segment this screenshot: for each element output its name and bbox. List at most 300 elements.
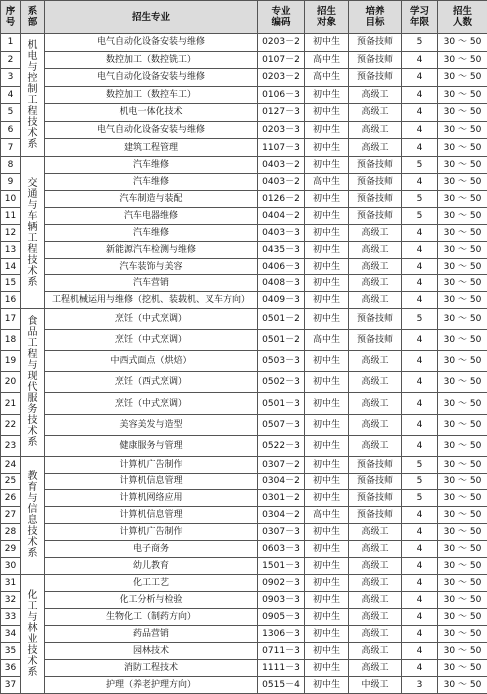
cell-target: 初中生 xyxy=(305,86,349,104)
cell-goal: 高级工 xyxy=(349,659,402,676)
cell-seq: 30 xyxy=(1,558,21,575)
table-row xyxy=(1,275,487,292)
cell-code: 0403－2 xyxy=(258,173,305,190)
cell-seq: 36 xyxy=(1,659,21,676)
cell-major: 计算机信息管理 xyxy=(45,507,258,524)
cell-major: 幼儿教育 xyxy=(45,558,258,575)
cell-years: 4 xyxy=(402,575,438,592)
cell-seq: 17 xyxy=(1,309,21,330)
cell-target: 初中生 xyxy=(305,414,349,435)
table-row xyxy=(1,676,487,693)
cell-goal: 高级工 xyxy=(349,351,402,372)
cell-quota: 30 ～ 50 xyxy=(438,104,487,122)
cell-target: 初中生 xyxy=(305,558,349,575)
table-row xyxy=(1,473,487,490)
cell-target: 初中生 xyxy=(305,34,349,52)
cell-target: 初中生 xyxy=(305,258,349,275)
header-quota: 招生 人数 xyxy=(438,1,487,34)
cell-major: 电气自动化设备安装与维修 xyxy=(45,34,258,52)
cell-years: 5 xyxy=(402,473,438,490)
cell-quota: 30 ～ 50 xyxy=(438,190,487,207)
cell-years: 4 xyxy=(402,258,438,275)
table-row xyxy=(1,351,487,372)
cell-code: 0107－2 xyxy=(258,51,305,69)
table-row xyxy=(1,642,487,659)
cell-goal: 高级工 xyxy=(349,275,402,292)
cell-quota: 30 ～ 50 xyxy=(438,435,487,456)
cell-quota: 30 ～ 50 xyxy=(438,241,487,258)
cell-goal: 高级工 xyxy=(349,121,402,139)
header-goal: 培养 目标 xyxy=(349,1,402,34)
cell-major: 健康服务与管理 xyxy=(45,435,258,456)
cell-goal: 高级工 xyxy=(349,86,402,104)
table-row xyxy=(1,558,487,575)
cell-seq: 31 xyxy=(1,575,21,592)
cell-code: 0106－3 xyxy=(258,86,305,104)
table-row xyxy=(1,69,487,87)
table-row xyxy=(1,625,487,642)
cell-years: 5 xyxy=(402,456,438,473)
table-row xyxy=(1,34,487,52)
cell-code: 1107－3 xyxy=(258,139,305,157)
cell-department: 食品工程与现代服务技术系 xyxy=(21,309,45,456)
cell-department: 教育与信息技术系 xyxy=(21,456,45,575)
cell-major: 汽车维修 xyxy=(45,173,258,190)
cell-goal: 高级工 xyxy=(349,435,402,456)
cell-goal: 高级工 xyxy=(349,258,402,275)
table-row xyxy=(1,51,487,69)
cell-code: 0603－3 xyxy=(258,541,305,558)
cell-goal: 高级工 xyxy=(349,609,402,626)
cell-goal: 预备技师 xyxy=(349,330,402,351)
cell-seq: 8 xyxy=(1,156,21,173)
cell-code: 0408－3 xyxy=(258,275,305,292)
cell-goal: 预备技师 xyxy=(349,507,402,524)
cell-quota: 30 ～ 50 xyxy=(438,575,487,592)
cell-target: 初中生 xyxy=(305,393,349,414)
table-row xyxy=(1,393,487,414)
cell-seq: 25 xyxy=(1,473,21,490)
cell-years: 4 xyxy=(402,69,438,87)
cell-quota: 30 ～ 50 xyxy=(438,224,487,241)
cell-target: 初中生 xyxy=(305,275,349,292)
cell-code: 0503－3 xyxy=(258,351,305,372)
cell-years: 5 xyxy=(402,490,438,507)
cell-quota: 30 ～ 50 xyxy=(438,156,487,173)
cell-target: 初中生 xyxy=(305,207,349,224)
cell-major: 化工工艺 xyxy=(45,575,258,592)
table-row xyxy=(1,575,487,592)
cell-target: 初中生 xyxy=(305,435,349,456)
cell-quota: 30 ～ 50 xyxy=(438,330,487,351)
cell-years: 4 xyxy=(402,330,438,351)
cell-quota: 30 ～ 50 xyxy=(438,490,487,507)
cell-seq: 2 xyxy=(1,51,21,69)
cell-goal: 预备技师 xyxy=(349,456,402,473)
cell-target: 初中生 xyxy=(305,659,349,676)
cell-major: 数控加工（数控铣工） xyxy=(45,51,258,69)
table-row xyxy=(1,224,487,241)
cell-code: 0403－3 xyxy=(258,224,305,241)
cell-quota: 30 ～ 50 xyxy=(438,69,487,87)
cell-major: 汽车维修 xyxy=(45,156,258,173)
cell-quota: 30 ～ 50 xyxy=(438,173,487,190)
cell-target: 初中生 xyxy=(305,524,349,541)
cell-quota: 30 ～ 50 xyxy=(438,351,487,372)
cell-target: 初中生 xyxy=(305,292,349,309)
cell-target: 初中生 xyxy=(305,609,349,626)
cell-goal: 高级工 xyxy=(349,642,402,659)
cell-years: 4 xyxy=(402,104,438,122)
cell-major: 计算机网络应用 xyxy=(45,490,258,507)
cell-quota: 30 ～ 50 xyxy=(438,676,487,693)
cell-goal: 高级工 xyxy=(349,541,402,558)
cell-major: 汽车装饰与美容 xyxy=(45,258,258,275)
cell-quota: 30 ～ 50 xyxy=(438,609,487,626)
cell-years: 4 xyxy=(402,351,438,372)
table-row xyxy=(1,659,487,676)
cell-code: 1501－3 xyxy=(258,558,305,575)
cell-target: 高中生 xyxy=(305,173,349,190)
cell-code: 1306－3 xyxy=(258,625,305,642)
cell-seq: 15 xyxy=(1,275,21,292)
cell-goal: 预备技师 xyxy=(349,156,402,173)
cell-years: 4 xyxy=(402,393,438,414)
table-row xyxy=(1,292,487,309)
table-row xyxy=(1,592,487,609)
cell-code: 0403－2 xyxy=(258,156,305,173)
cell-quota: 30 ～ 50 xyxy=(438,207,487,224)
header-seq: 序 号 xyxy=(1,1,21,34)
cell-seq: 14 xyxy=(1,258,21,275)
cell-code: 0307－3 xyxy=(258,524,305,541)
cell-seq: 12 xyxy=(1,224,21,241)
cell-target: 初中生 xyxy=(305,104,349,122)
cell-seq: 11 xyxy=(1,207,21,224)
cell-quota: 30 ～ 50 xyxy=(438,414,487,435)
cell-code: 0409－3 xyxy=(258,292,305,309)
cell-target: 初中生 xyxy=(305,541,349,558)
cell-code: 0203－2 xyxy=(258,69,305,87)
cell-major: 电气自动化设备安装与维修 xyxy=(45,121,258,139)
cell-goal: 高级工 xyxy=(349,393,402,414)
cell-seq: 5 xyxy=(1,104,21,122)
cell-major: 护理（养老护理方向） xyxy=(45,676,258,693)
cell-code: 0711－3 xyxy=(258,642,305,659)
header-row xyxy=(1,1,487,34)
cell-quota: 30 ～ 50 xyxy=(438,372,487,393)
cell-goal: 高级工 xyxy=(349,414,402,435)
cell-code: 0304－2 xyxy=(258,507,305,524)
cell-code: 0902－3 xyxy=(258,575,305,592)
cell-years: 4 xyxy=(402,592,438,609)
cell-major: 计算机广告制作 xyxy=(45,456,258,473)
cell-department: 机电与控制工程技术系 xyxy=(21,34,45,157)
cell-years: 4 xyxy=(402,625,438,642)
table-row xyxy=(1,156,487,173)
cell-years: 4 xyxy=(402,86,438,104)
header-major: 招生专业 xyxy=(45,1,258,34)
cell-seq: 29 xyxy=(1,541,21,558)
cell-major: 汽车电器维修 xyxy=(45,207,258,224)
table-row xyxy=(1,330,487,351)
cell-goal: 高级工 xyxy=(349,524,402,541)
cell-goal: 高级工 xyxy=(349,139,402,157)
cell-code: 0307－2 xyxy=(258,456,305,473)
cell-goal: 高级工 xyxy=(349,292,402,309)
table-row xyxy=(1,207,487,224)
cell-years: 4 xyxy=(402,292,438,309)
cell-code: 0126－2 xyxy=(258,190,305,207)
cell-code: 1111－3 xyxy=(258,659,305,676)
cell-target: 初中生 xyxy=(305,351,349,372)
cell-major: 汽车制造与装配 xyxy=(45,190,258,207)
cell-seq: 7 xyxy=(1,139,21,157)
cell-seq: 22 xyxy=(1,414,21,435)
cell-code: 0903－3 xyxy=(258,592,305,609)
cell-code: 0304－2 xyxy=(258,473,305,490)
table-row xyxy=(1,490,487,507)
cell-seq: 10 xyxy=(1,190,21,207)
header-years: 学习 年限 xyxy=(402,1,438,34)
cell-major: 新能源汽车检测与维修 xyxy=(45,241,258,258)
table-row xyxy=(1,86,487,104)
table-row xyxy=(1,541,487,558)
cell-seq: 16 xyxy=(1,292,21,309)
cell-seq: 34 xyxy=(1,625,21,642)
cell-target: 初中生 xyxy=(305,490,349,507)
cell-major: 电子商务 xyxy=(45,541,258,558)
cell-goal: 预备技师 xyxy=(349,473,402,490)
cell-target: 初中生 xyxy=(305,642,349,659)
cell-goal: 高级工 xyxy=(349,372,402,393)
cell-quota: 30 ～ 50 xyxy=(438,558,487,575)
table-row xyxy=(1,507,487,524)
cell-major: 化工分析与检验 xyxy=(45,592,258,609)
table-row xyxy=(1,609,487,626)
cell-target: 初中生 xyxy=(305,309,349,330)
cell-years: 4 xyxy=(402,51,438,69)
table-row xyxy=(1,372,487,393)
cell-years: 4 xyxy=(402,524,438,541)
cell-code: 0522－3 xyxy=(258,435,305,456)
cell-code: 0301－2 xyxy=(258,490,305,507)
cell-seq: 37 xyxy=(1,676,21,693)
cell-years: 5 xyxy=(402,190,438,207)
header-dept: 系 部 xyxy=(21,1,45,34)
cell-goal: 预备技师 xyxy=(349,51,402,69)
cell-seq: 32 xyxy=(1,592,21,609)
cell-quota: 30 ～ 50 xyxy=(438,34,487,52)
cell-years: 5 xyxy=(402,207,438,224)
cell-quota: 30 ～ 50 xyxy=(438,456,487,473)
cell-goal: 高级工 xyxy=(349,575,402,592)
cell-seq: 23 xyxy=(1,435,21,456)
cell-quota: 30 ～ 50 xyxy=(438,292,487,309)
cell-goal: 中级工 xyxy=(349,676,402,693)
table-row xyxy=(1,309,487,330)
cell-target: 初中生 xyxy=(305,241,349,258)
table-row xyxy=(1,190,487,207)
cell-code: 0515－4 xyxy=(258,676,305,693)
cell-code: 0404－2 xyxy=(258,207,305,224)
cell-goal: 预备技师 xyxy=(349,490,402,507)
cell-years: 4 xyxy=(402,173,438,190)
cell-major: 工程机械运用与维修（挖机、装载机、叉车方向） xyxy=(45,292,258,309)
table-row xyxy=(1,414,487,435)
cell-major: 机电一体化技术 xyxy=(45,104,258,122)
cell-seq: 18 xyxy=(1,330,21,351)
cell-seq: 28 xyxy=(1,524,21,541)
cell-seq: 21 xyxy=(1,393,21,414)
cell-code: 0406－3 xyxy=(258,258,305,275)
cell-seq: 13 xyxy=(1,241,21,258)
cell-code: 0203－3 xyxy=(258,121,305,139)
cell-quota: 30 ～ 50 xyxy=(438,592,487,609)
cell-major: 烹饪（中式烹调） xyxy=(45,330,258,351)
cell-code: 0501－2 xyxy=(258,330,305,351)
cell-major: 生物化工（制药方向） xyxy=(45,609,258,626)
cell-major: 园林技术 xyxy=(45,642,258,659)
cell-goal: 高级工 xyxy=(349,592,402,609)
table-row xyxy=(1,435,487,456)
cell-major: 中西式面点（烘焙） xyxy=(45,351,258,372)
cell-years: 4 xyxy=(402,609,438,626)
table-row xyxy=(1,456,487,473)
cell-major: 烹饪（中式烹调） xyxy=(45,309,258,330)
cell-seq: 6 xyxy=(1,121,21,139)
cell-years: 5 xyxy=(402,309,438,330)
cell-target: 高中生 xyxy=(305,51,349,69)
cell-goal: 高级工 xyxy=(349,241,402,258)
cell-department: 化工与林业技术系 xyxy=(21,575,45,694)
cell-major: 建筑工程管理 xyxy=(45,139,258,157)
cell-goal: 预备技师 xyxy=(349,207,402,224)
cell-years: 5 xyxy=(402,34,438,52)
cell-years: 4 xyxy=(402,275,438,292)
cell-quota: 30 ～ 50 xyxy=(438,507,487,524)
cell-target: 初中生 xyxy=(305,676,349,693)
cell-code: 0435－3 xyxy=(258,241,305,258)
cell-seq: 27 xyxy=(1,507,21,524)
cell-years: 4 xyxy=(402,541,438,558)
cell-quota: 30 ～ 50 xyxy=(438,275,487,292)
cell-target: 初中生 xyxy=(305,473,349,490)
cell-years: 4 xyxy=(402,224,438,241)
cell-code: 0905－3 xyxy=(258,609,305,626)
table-row xyxy=(1,173,487,190)
table-body xyxy=(1,34,487,694)
cell-quota: 30 ～ 50 xyxy=(438,541,487,558)
cell-seq: 9 xyxy=(1,173,21,190)
cell-seq: 4 xyxy=(1,86,21,104)
cell-goal: 高级工 xyxy=(349,625,402,642)
cell-years: 4 xyxy=(402,372,438,393)
cell-quota: 30 ～ 50 xyxy=(438,625,487,642)
cell-major: 数控加工（数控车工） xyxy=(45,86,258,104)
table-row xyxy=(1,139,487,157)
cell-quota: 30 ～ 50 xyxy=(438,393,487,414)
cell-goal: 预备技师 xyxy=(349,69,402,87)
cell-seq: 1 xyxy=(1,34,21,52)
cell-target: 初中生 xyxy=(305,156,349,173)
cell-code: 0127－3 xyxy=(258,104,305,122)
cell-quota: 30 ～ 50 xyxy=(438,642,487,659)
cell-department: 交通与车辆工程技术系 xyxy=(21,156,45,308)
cell-seq: 33 xyxy=(1,609,21,626)
table-row xyxy=(1,104,487,122)
cell-quota: 30 ～ 50 xyxy=(438,659,487,676)
cell-seq: 19 xyxy=(1,351,21,372)
table-row xyxy=(1,241,487,258)
table-row xyxy=(1,258,487,275)
cell-goal: 预备技师 xyxy=(349,34,402,52)
cell-goal: 高级工 xyxy=(349,224,402,241)
cell-code: 0502－3 xyxy=(258,372,305,393)
cell-quota: 30 ～ 50 xyxy=(438,121,487,139)
cell-years: 4 xyxy=(402,507,438,524)
cell-years: 4 xyxy=(402,121,438,139)
cell-quota: 30 ～ 50 xyxy=(438,258,487,275)
cell-major: 计算机信息管理 xyxy=(45,473,258,490)
cell-code: 0203－2 xyxy=(258,34,305,52)
cell-target: 初中生 xyxy=(305,139,349,157)
cell-seq: 35 xyxy=(1,642,21,659)
cell-major: 消防工程技术 xyxy=(45,659,258,676)
cell-target: 初中生 xyxy=(305,372,349,393)
cell-target: 高中生 xyxy=(305,69,349,87)
cell-target: 高中生 xyxy=(305,330,349,351)
cell-major: 计算机广告制作 xyxy=(45,524,258,541)
cell-years: 4 xyxy=(402,558,438,575)
cell-years: 4 xyxy=(402,241,438,258)
table-row xyxy=(1,524,487,541)
cell-quota: 30 ～ 50 xyxy=(438,51,487,69)
header-code: 专业 编码 xyxy=(258,1,305,34)
cell-major: 汽车营销 xyxy=(45,275,258,292)
cell-goal: 预备技师 xyxy=(349,309,402,330)
cell-major: 美容美发与造型 xyxy=(45,414,258,435)
cell-quota: 30 ～ 50 xyxy=(438,473,487,490)
cell-years: 5 xyxy=(402,156,438,173)
cell-years: 4 xyxy=(402,435,438,456)
cell-major: 电气自动化设备安装与维修 xyxy=(45,69,258,87)
cell-code: 0501－3 xyxy=(258,393,305,414)
cell-quota: 30 ～ 50 xyxy=(438,86,487,104)
cell-target: 初中生 xyxy=(305,121,349,139)
cell-quota: 30 ～ 50 xyxy=(438,139,487,157)
cell-target: 初中生 xyxy=(305,592,349,609)
cell-target: 初中生 xyxy=(305,224,349,241)
header-target: 招生 对象 xyxy=(305,1,349,34)
cell-target: 初中生 xyxy=(305,456,349,473)
cell-target: 初中生 xyxy=(305,575,349,592)
cell-major: 烹饪（中式烹调） xyxy=(45,393,258,414)
cell-seq: 26 xyxy=(1,490,21,507)
cell-seq: 24 xyxy=(1,456,21,473)
cell-years: 4 xyxy=(402,414,438,435)
cell-goal: 预备技师 xyxy=(349,190,402,207)
cell-code: 0501－2 xyxy=(258,309,305,330)
cell-target: 高中生 xyxy=(305,507,349,524)
cell-quota: 30 ～ 50 xyxy=(438,309,487,330)
cell-major: 汽车维修 xyxy=(45,224,258,241)
cell-goal: 高级工 xyxy=(349,558,402,575)
cell-code: 0507－3 xyxy=(258,414,305,435)
cell-quota: 30 ～ 50 xyxy=(438,524,487,541)
cell-years: 4 xyxy=(402,659,438,676)
cell-goal: 预备技师 xyxy=(349,173,402,190)
